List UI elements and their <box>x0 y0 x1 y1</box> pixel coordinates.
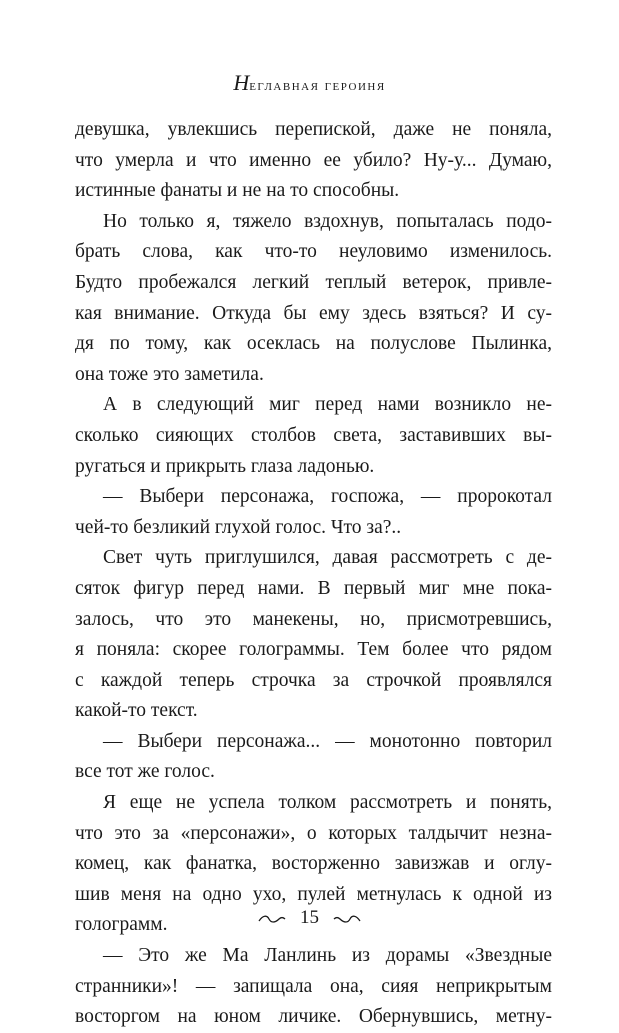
right-flourish-icon <box>332 913 362 925</box>
text-line: какой-то текст. <box>75 700 198 722</box>
text-line: дя по тому, как осеклась на полуслове Пылинка, <box>75 333 552 355</box>
text-line: сколько сияющих столбов света, заставивших вы- <box>75 424 552 446</box>
page-number-footer <box>0 907 619 929</box>
text-line: я поняла: скорее голограммы. Тем более что рядом <box>75 639 552 661</box>
body-text <box>75 115 552 1033</box>
text-line: с каждой теперь строчка за строчкой проявлялся <box>75 669 552 691</box>
text-line: залось, что это манекены, но, присмотревшись, <box>75 608 552 630</box>
text-line: все тот же голос. <box>75 761 215 783</box>
text-line: Я еще не успела толком рассмотреть и понять, <box>103 792 552 814</box>
text-line: Но только я, тяжело вздохнув, попыталась подо- <box>103 210 552 232</box>
text-line: комец, как фанатка, восторженно завизжав и оглу- <box>75 853 552 875</box>
text-line: девушка, увлекшись перепиской, даже не поняла, <box>75 119 552 140</box>
left-flourish-icon <box>257 913 287 925</box>
text-line: — Это же Ма Ланлинь из дорамы «Звездные <box>103 945 552 967</box>
text-line: чей-то безликий глухой голос. Что за?.. <box>75 516 402 538</box>
text-line: А в следующий миг перед нами возникло не- <box>103 394 552 416</box>
text-line: сяток фигур перед нами. В первый миг мне пока- <box>75 577 552 599</box>
text-line: что это за «персонажи», о которых талдычит незна- <box>75 822 552 844</box>
text-line: — Выбери персонажа... — монотонно повторил <box>103 730 552 752</box>
text-line: брать слова, как что-то неуловимо изменилось. <box>75 241 552 263</box>
text-line: голограмм. <box>75 914 168 936</box>
text-line: Свет чуть приглушился, давая рассмотреть с де- <box>103 547 552 569</box>
running-head-title: еглавная героиня <box>249 78 386 94</box>
text-line: ругаться и прикрыть глаза ладонью. <box>75 455 375 477</box>
text-line: Будто пробежался легкий теплый ветерок, привле- <box>75 271 552 293</box>
text-line: кая внимание. Откуда бы ему здесь взяться? И су- <box>75 302 552 324</box>
text-line: истинные фанаты и не на то способны. <box>75 180 400 202</box>
running-head-initial: Н <box>233 70 250 95</box>
text-line: шив меня на одно ухо, пулей метнулась к одной из <box>75 883 552 905</box>
text-line: восторгом на юном личике. Обернувшись, метну- <box>75 1006 552 1028</box>
text-line: странники»! — запищала она, сияя неприкрытым <box>75 975 552 997</box>
text-line: — Выбери персонажа, госпожа, — пророкотал <box>103 486 552 508</box>
text-line: что умерла и что именно ее убило? Ну-у... Думаю, <box>75 149 552 171</box>
running-head <box>0 70 619 96</box>
text-line: она тоже это заметила. <box>75 363 264 385</box>
page-number: 15 <box>300 907 319 928</box>
